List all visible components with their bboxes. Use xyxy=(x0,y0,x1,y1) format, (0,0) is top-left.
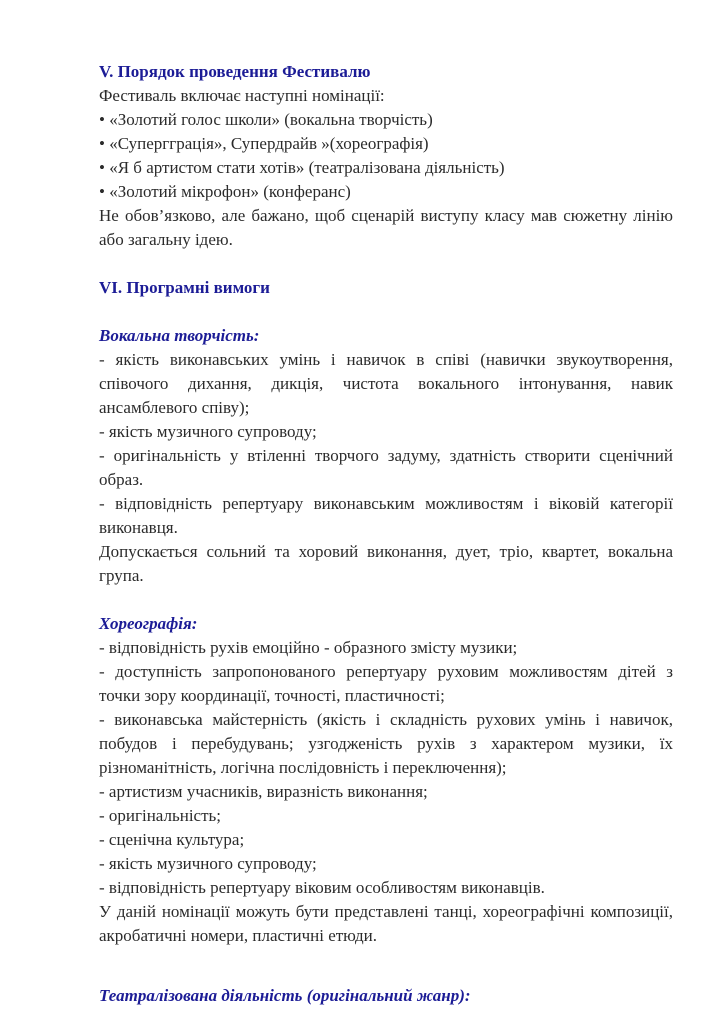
choreography-criteria-item: - відповідність рухів емоційно - образного змісту музики; xyxy=(99,638,518,657)
choreography-criteria-item: - відповідність репертуару віковим особливостям виконавців. xyxy=(99,878,545,897)
paragraph-spacer xyxy=(99,972,673,984)
nomination-list-item: • «Золотий голос школи» (вокальна творчість) xyxy=(99,110,433,129)
section-5-note: Не обов’язково, але бажано, щоб сценарій виступу класу мав сюжетну лінію або загальну ідею. xyxy=(99,206,678,249)
choreography-criteria-item: - якість музичного супроводу; xyxy=(99,854,317,873)
choreography-criteria-item: - оригінальність; xyxy=(99,806,222,825)
section-heading-6: VI. Програмні вимоги xyxy=(99,278,270,297)
nomination-list-item: • «Я б артистом стати хотів» (театралізована діяльність) xyxy=(99,158,505,177)
document-content xyxy=(99,60,678,1008)
choreography-note: У даній номінації можуть бути представлені танці, хореографічні композиції, акробатичні номери, пластичні етюди. xyxy=(99,902,678,945)
paragraph-spacer xyxy=(99,252,673,276)
paragraph-spacer xyxy=(99,300,673,324)
section-5-intro: Фестиваль включає наступні номінації: xyxy=(99,86,385,105)
vocal-criteria-item: - оригінальність у втіленні творчого задуму, здатність створити сценічний образ. xyxy=(99,446,678,489)
choreography-criteria-item: - сценічна культура; xyxy=(99,830,245,849)
choreography-criteria-item: - артистизм учасників, виразність виконання; xyxy=(99,782,428,801)
subsection-heading-theatre: Театралізована діяльність (оригінальний жанр): xyxy=(99,986,471,1005)
section-heading-5: V. Порядок проведення Фестивалю xyxy=(99,62,371,81)
vocal-criteria-item: - якість виконавських умінь і навичок в співі (навички звукоутворення, співочого дихання, дикція, чистота вокального інтонування, навик ансамблевого співу); xyxy=(99,350,678,417)
subsection-heading-choreography: Хореографія: xyxy=(99,614,198,633)
vocal-criteria-item: - якість музичного супроводу; xyxy=(99,422,317,441)
choreography-criteria-item: - виконавська майстерність (якість і складність рухових умінь і навичок, побудов і перебудувань; узгодженість рухів з характером музики, їх різноманітність, логічна послідовність і переключення); xyxy=(99,710,678,777)
choreography-criteria-item: - доступність запропонованого репертуару руховим можливостям дітей з точки зору координації, точності, пластичності; xyxy=(99,662,678,705)
vocal-note: Допускається сольний та хоровий виконання, дует, тріо, квартет, вокальна група. xyxy=(99,542,678,585)
nomination-list-item: • «Золотий мікрофон» (конферанс) xyxy=(99,182,351,201)
vocal-criteria-item: - відповідність репертуару виконавським можливостям і віковій категорії виконавця. xyxy=(99,494,678,537)
paragraph-spacer xyxy=(99,588,673,612)
paragraph-spacer xyxy=(99,948,673,972)
nomination-list-item: • «Супергграція», Супердрайв »(хореографія) xyxy=(99,134,429,153)
subsection-heading-vocal: Вокальна творчість: xyxy=(99,326,260,345)
